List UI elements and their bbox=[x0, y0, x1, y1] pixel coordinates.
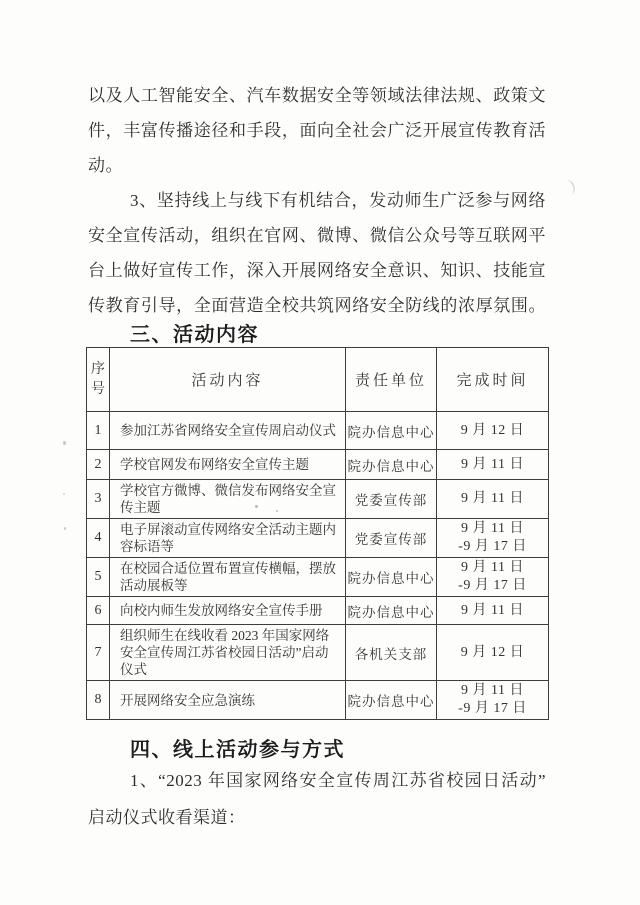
time-line: 9 月 12 日 bbox=[460, 644, 525, 660]
cell-time bbox=[437, 597, 549, 625]
cell-time bbox=[437, 450, 549, 480]
time-line: -9 月 17 日 bbox=[458, 701, 527, 716]
header-cell-content: 活动内容 bbox=[110, 348, 346, 412]
time-line: 9 月 11 日 bbox=[461, 560, 524, 575]
header-cell-time: 完成时间 bbox=[437, 348, 549, 412]
cell-unit: 党委宣传部 bbox=[346, 519, 437, 558]
table-row bbox=[87, 597, 549, 625]
paragraph-continuation bbox=[88, 78, 546, 183]
paragraph-item-1-channels bbox=[88, 762, 546, 836]
cell-content: 学校官网发布网络安全宣传主题 bbox=[110, 450, 346, 480]
activity-table bbox=[86, 347, 549, 720]
cell-unit: 各机关支部 bbox=[346, 625, 437, 681]
cell-content: 在校园合适位置布置宣传横幅，摆放活动展板等 bbox=[110, 558, 346, 597]
cell-no: 7 bbox=[87, 625, 110, 681]
section-heading-activities: 三、活动内容 bbox=[130, 324, 259, 346]
header-cell-no: 序号 bbox=[87, 348, 110, 412]
table-row bbox=[87, 681, 549, 720]
cell-time bbox=[437, 480, 549, 519]
cell-time bbox=[437, 681, 549, 720]
table-row bbox=[87, 450, 549, 480]
cell-time bbox=[437, 519, 549, 558]
text-line: 安全宣传活动，组织在官网、微博、微信公众号等互联网平 bbox=[88, 226, 546, 245]
cell-no: 6 bbox=[87, 597, 110, 625]
cell-unit: 党委宣传部 bbox=[346, 480, 437, 519]
table-row bbox=[87, 480, 549, 519]
scan-speck bbox=[276, 510, 278, 512]
text-line: 传教育引导，全面营造全校共筑网络安全防线的浓厚氛围。 bbox=[88, 296, 546, 315]
time-line: -9 月 17 日 bbox=[458, 578, 527, 593]
cell-content: 开展网络安全应急演练 bbox=[110, 681, 346, 720]
cell-unit: 院办信息中心 bbox=[346, 597, 437, 625]
cell-content: 参加江苏省网络安全宣传周启动仪式 bbox=[110, 412, 346, 450]
time-line: 9 月 11 日 bbox=[461, 683, 524, 698]
cell-no: 3 bbox=[87, 480, 110, 519]
section-heading-online-participation: 四、线上活动参与方式 bbox=[130, 739, 345, 761]
time-line: 9 月 12 日 bbox=[460, 422, 525, 438]
scan-speck bbox=[64, 527, 66, 530]
time-line: 9 月 11 日 bbox=[461, 521, 524, 536]
table-row bbox=[87, 625, 549, 681]
time-line: 9 月 11 日 bbox=[461, 456, 524, 472]
cell-time bbox=[437, 412, 549, 450]
scan-speck bbox=[63, 441, 66, 445]
cell-unit: 院办信息中心 bbox=[346, 412, 437, 450]
time-line: 9 月 11 日 bbox=[461, 602, 524, 618]
text-line: 件，丰富传播途径和手段，面向全社会广泛开展宣传教育活 bbox=[88, 121, 546, 140]
text-line: 1、“2023 年国家网络安全宣传周江苏省校园日活动” bbox=[130, 771, 546, 790]
table-row bbox=[87, 412, 549, 450]
cell-time bbox=[437, 558, 549, 597]
cell-unit: 院办信息中心 bbox=[346, 450, 437, 480]
table-row bbox=[87, 519, 549, 558]
text-line: 3、坚持线上与线下有机结合，发动师生广泛参与网络 bbox=[130, 191, 546, 210]
cell-content: 组织师生在线收看 2023 年国家网络安全宣传周江苏省校园日活动”启动仪式 bbox=[110, 625, 346, 681]
cell-content: 学校官方微博、微信发布网络安全宣传主题 bbox=[110, 480, 346, 519]
cell-unit: 院办信息中心 bbox=[346, 558, 437, 597]
scan-speck bbox=[255, 505, 258, 508]
scan-speck bbox=[63, 493, 65, 495]
text-line: 启动仪式收看渠道： bbox=[88, 808, 246, 827]
text-line: 台上做好宣传工作，深入开展网络安全意识、知识、技能宣 bbox=[88, 261, 546, 280]
scan-pen-mark bbox=[559, 178, 577, 198]
cell-content: 向校内师生发放网络安全宣传手册 bbox=[110, 597, 346, 625]
cell-no: 4 bbox=[87, 519, 110, 558]
table-header-row bbox=[87, 348, 549, 412]
time-line: 9 月 11 日 bbox=[461, 491, 524, 506]
text-line: 动。 bbox=[88, 156, 123, 175]
cell-no: 8 bbox=[87, 681, 110, 720]
text-line: 以及人工智能安全、汽车数据安全等领域法律法规、政策文 bbox=[88, 86, 546, 105]
cell-unit: 院办信息中心 bbox=[346, 681, 437, 720]
paragraph-item-3 bbox=[88, 183, 546, 323]
cell-no: 1 bbox=[87, 412, 110, 450]
cell-no: 5 bbox=[87, 558, 110, 597]
cell-time bbox=[437, 625, 549, 681]
table-row bbox=[87, 558, 549, 597]
cell-content: 电子屏滚动宣传网络安全活动主题内容标语等 bbox=[110, 519, 346, 558]
time-line: -9 月 17 日 bbox=[458, 539, 527, 554]
header-cell-unit: 责任单位 bbox=[346, 348, 437, 412]
cell-no: 2 bbox=[87, 450, 110, 480]
